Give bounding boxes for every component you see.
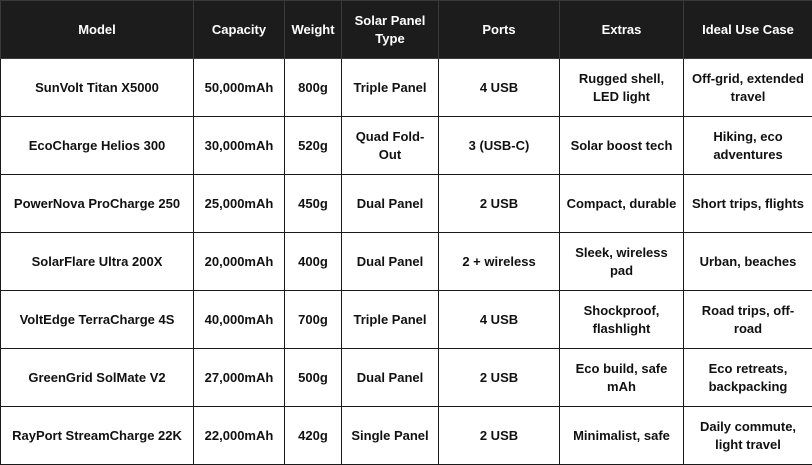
cell-ideal-use-case: Road trips, off-road: [684, 291, 812, 349]
cell-weight: 420g: [285, 407, 342, 465]
cell-extras: Eco build, safe mAh: [560, 349, 684, 407]
table-row: [1, 175, 812, 233]
table-row: [1, 117, 812, 175]
header-extras: Extras: [560, 1, 684, 59]
table-row: [1, 349, 812, 407]
cell-model: GreenGrid SolMate V2: [1, 349, 194, 407]
cell-ports: 4 USB: [439, 291, 560, 349]
cell-weight: 800g: [285, 59, 342, 117]
cell-model: PowerNova ProCharge 250: [1, 175, 194, 233]
cell-capacity: 22,000mAh: [194, 407, 285, 465]
cell-weight: 400g: [285, 233, 342, 291]
cell-solar-panel-type: Triple Panel: [342, 59, 439, 117]
cell-model: SolarFlare Ultra 200X: [1, 233, 194, 291]
cell-ports: 2 USB: [439, 175, 560, 233]
cell-ideal-use-case: Daily commute, light travel: [684, 407, 812, 465]
cell-extras: Sleek, wireless pad: [560, 233, 684, 291]
cell-extras: Rugged shell, LED light: [560, 59, 684, 117]
cell-model: RayPort StreamCharge 22K: [1, 407, 194, 465]
cell-ports: 2 USB: [439, 407, 560, 465]
header-solar-panel-type: Solar Panel Type: [342, 1, 439, 59]
header-capacity: Capacity: [194, 1, 285, 59]
table-row: [1, 407, 812, 465]
header-weight: Weight: [285, 1, 342, 59]
cell-ports: 3 (USB-C): [439, 117, 560, 175]
cell-extras: Compact, durable: [560, 175, 684, 233]
cell-capacity: 20,000mAh: [194, 233, 285, 291]
header-row: [1, 1, 812, 59]
cell-solar-panel-type: Single Panel: [342, 407, 439, 465]
cell-ideal-use-case: Eco retreats, backpacking: [684, 349, 812, 407]
cell-weight: 700g: [285, 291, 342, 349]
cell-capacity: 30,000mAh: [194, 117, 285, 175]
cell-extras: Shockproof, flashlight: [560, 291, 684, 349]
header-ports: Ports: [439, 1, 560, 59]
cell-ports: 4 USB: [439, 59, 560, 117]
cell-ideal-use-case: Short trips, flights: [684, 175, 812, 233]
cell-model: EcoCharge Helios 300: [1, 117, 194, 175]
cell-solar-panel-type: Dual Panel: [342, 233, 439, 291]
header-ideal-use-case: Ideal Use Case: [684, 1, 812, 59]
cell-weight: 520g: [285, 117, 342, 175]
cell-ports: 2 USB: [439, 349, 560, 407]
table-header: [1, 1, 812, 59]
cell-model: SunVolt Titan X5000: [1, 59, 194, 117]
cell-capacity: 27,000mAh: [194, 349, 285, 407]
cell-ports: 2 + wireless: [439, 233, 560, 291]
table-row: [1, 291, 812, 349]
cell-capacity: 40,000mAh: [194, 291, 285, 349]
cell-solar-panel-type: Dual Panel: [342, 349, 439, 407]
header-model: Model: [1, 1, 194, 59]
cell-model: VoltEdge TerraCharge 4S: [1, 291, 194, 349]
cell-capacity: 50,000mAh: [194, 59, 285, 117]
table-row: [1, 233, 812, 291]
cell-extras: Minimalist, safe: [560, 407, 684, 465]
cell-ideal-use-case: Hiking, eco adventures: [684, 117, 812, 175]
cell-weight: 500g: [285, 349, 342, 407]
table-body: [1, 59, 812, 465]
cell-extras: Solar boost tech: [560, 117, 684, 175]
cell-weight: 450g: [285, 175, 342, 233]
cell-solar-panel-type: Triple Panel: [342, 291, 439, 349]
cell-solar-panel-type: Dual Panel: [342, 175, 439, 233]
cell-ideal-use-case: Urban, beaches: [684, 233, 812, 291]
cell-ideal-use-case: Off-grid, extended travel: [684, 59, 812, 117]
cell-capacity: 25,000mAh: [194, 175, 285, 233]
table-row: [1, 59, 812, 117]
cell-solar-panel-type: Quad Fold-Out: [342, 117, 439, 175]
